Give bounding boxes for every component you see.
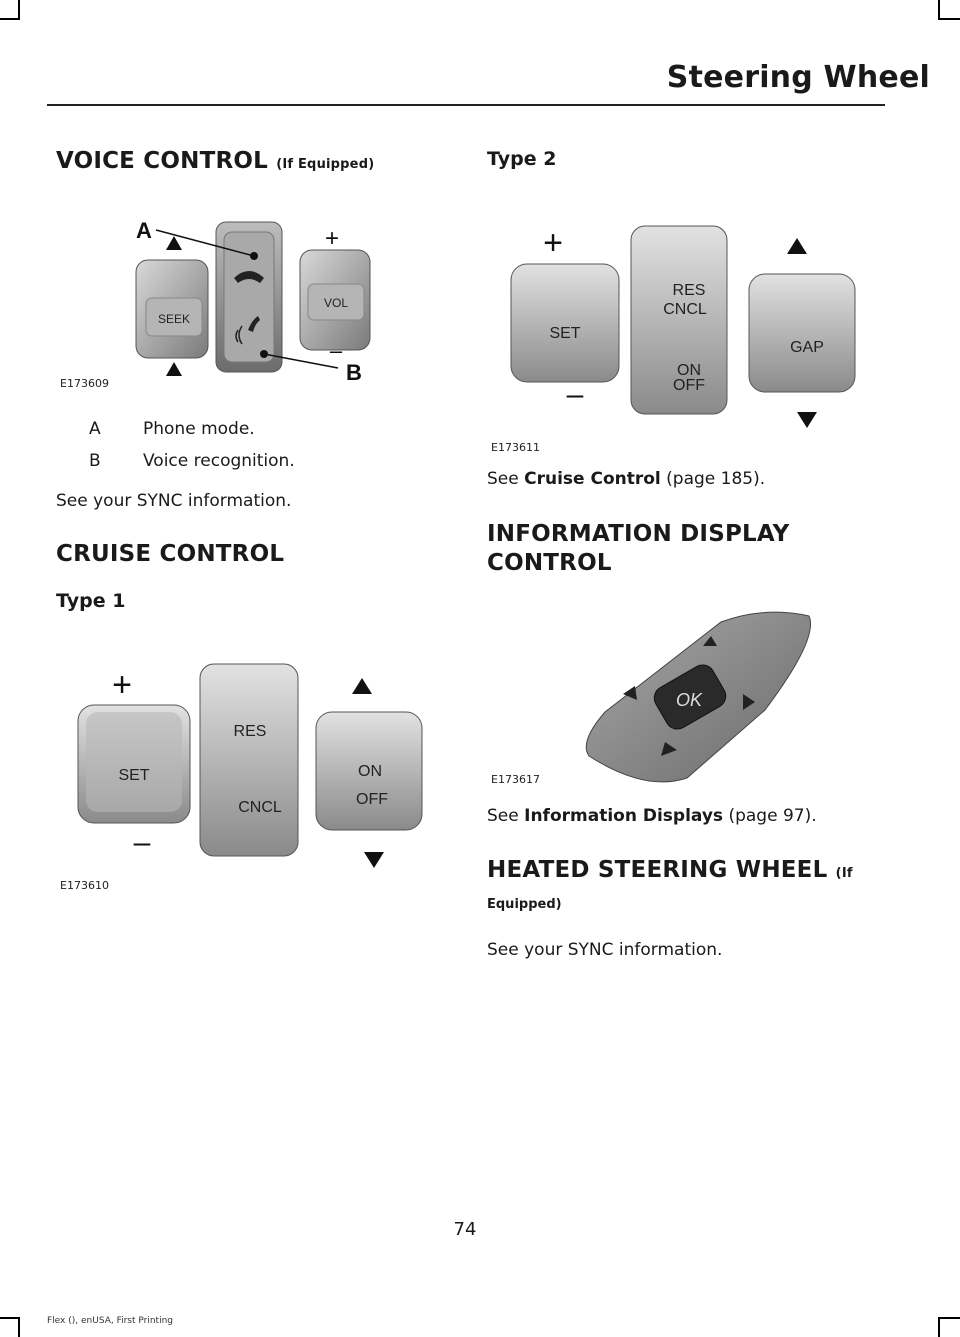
vol-button: [300, 250, 370, 350]
see-suffix: (page 185).: [660, 469, 766, 489]
off-label: OFF: [673, 377, 705, 394]
voice-control-heading-text: VOICE CONTROL: [56, 148, 268, 174]
information-displays-link[interactable]: Information Displays: [524, 806, 724, 826]
on-label: ON: [677, 362, 701, 379]
page-number: 74: [453, 1219, 477, 1240]
set-button: [511, 264, 619, 382]
see-prefix: See: [487, 806, 525, 826]
res-cncl-button: [200, 664, 298, 856]
minus-label: –: [133, 826, 151, 859]
cruise-type2-heading: Type 2: [487, 148, 557, 170]
minus-label: –: [566, 378, 584, 411]
res-cncl-on-off-button: [631, 226, 727, 414]
vol-label: VOL: [323, 296, 349, 310]
crop-mark: [940, 1317, 960, 1319]
crop-mark: [0, 1317, 20, 1319]
heated-wheel-heading-text: HEATED STEERING WHEEL: [487, 857, 828, 883]
legend-key: A: [89, 419, 101, 439]
figure-id: E173609: [60, 377, 109, 390]
voice-note: See your SYNC information.: [56, 491, 292, 511]
info-display-heading: [487, 520, 790, 578]
heated-wheel-heading-suffix: (If: [835, 866, 853, 881]
voice-control-heading-suffix: (If Equipped): [276, 157, 375, 172]
crop-mark: [938, 1317, 940, 1337]
crop-mark: [18, 1317, 20, 1337]
cruise-control-heading: CRUISE CONTROL: [56, 541, 285, 567]
legend-text-a: Phone mode.: [143, 419, 255, 439]
seek-button: [136, 260, 208, 358]
set-label: SET: [118, 767, 150, 784]
minus-label: –: [329, 338, 343, 363]
on-label: ON: [358, 763, 382, 780]
figure-id: E173610: [60, 879, 109, 892]
down-arrow-icon: [166, 362, 182, 376]
heated-wheel-heading-suffix-2: Equipped): [487, 897, 562, 912]
info-display-heading-line1: INFORMATION DISPLAY: [487, 521, 790, 547]
cncl-label: CNCL: [238, 799, 282, 816]
crop-mark: [938, 0, 940, 20]
on-off-button: [316, 712, 422, 830]
seek-label: SEEK: [157, 312, 191, 326]
crop-mark: [0, 18, 20, 20]
header-rule: [47, 104, 885, 106]
res-label: RES: [672, 282, 706, 299]
heated-wheel-note: See your SYNC information.: [487, 940, 723, 960]
info-display-see-reference: [487, 806, 817, 826]
cruise-type1-heading: Type 1: [56, 590, 126, 612]
voice-control-figure: [56, 208, 401, 388]
cncl-label: CNCL: [663, 301, 707, 318]
ok-label: OK: [675, 690, 703, 710]
edition-info: Flex (), enUSA, First Printing: [47, 1316, 173, 1326]
set-label: SET: [549, 325, 581, 342]
cruise-type1-figure: [60, 650, 435, 880]
plus-label: +: [543, 224, 563, 262]
callout-b: B: [346, 360, 362, 385]
info-display-heading-line2: CONTROL: [487, 550, 612, 576]
see-prefix: See: [487, 469, 525, 489]
plus-label: +: [324, 225, 340, 252]
up-arrow-icon: [787, 238, 807, 254]
down-arrow-icon: [364, 852, 384, 868]
gap-button: [749, 274, 855, 392]
down-arrow-icon: [797, 412, 817, 428]
up-arrow-icon: [166, 236, 182, 250]
callout-a: A: [136, 218, 152, 243]
legend-text-b: Voice recognition.: [143, 451, 295, 471]
voice-control-heading: [56, 148, 374, 174]
cruise-control-link[interactable]: Cruise Control: [524, 469, 661, 489]
phone-voice-strip: [216, 222, 282, 372]
cruise-see-reference: [487, 469, 765, 489]
up-arrow-icon: [352, 678, 372, 694]
gap-label: GAP: [790, 339, 824, 356]
plus-label: +: [112, 666, 132, 704]
info-display-figure: [575, 608, 820, 788]
heated-wheel-heading: [487, 857, 853, 883]
res-label: RES: [233, 723, 267, 740]
set-button: [78, 705, 190, 823]
see-suffix: (page 97).: [723, 806, 817, 826]
off-label: OFF: [356, 791, 388, 808]
legend-item-a: [89, 419, 101, 439]
legend-key: B: [89, 451, 101, 471]
crop-mark: [940, 18, 960, 20]
crop-mark: [18, 0, 20, 20]
figure-id: E173617: [491, 773, 540, 786]
cruise-type2-figure: [505, 218, 865, 438]
page-header-title: Steering Wheel: [666, 60, 930, 95]
legend-item-b: [89, 451, 101, 471]
figure-id: E173611: [491, 441, 540, 454]
